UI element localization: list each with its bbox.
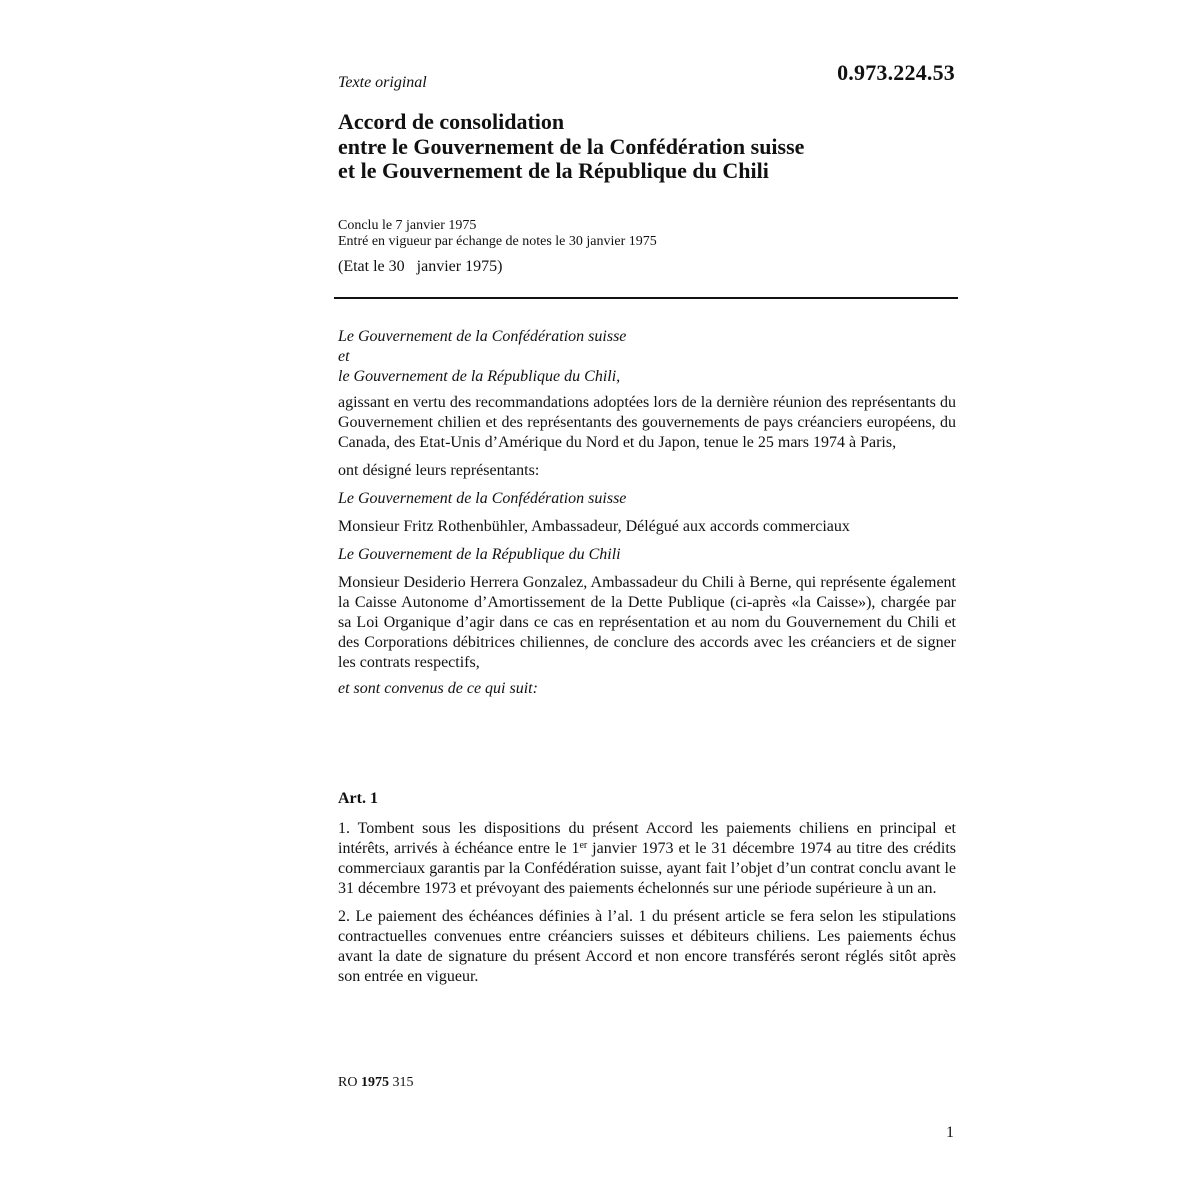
representative-2: Monsieur Desiderio Herrera Gonzalez, Ambassadeur du Chili à Berne, qui représente également la Caisse Autonome d’Amortissement de la Dette Publique (ci-après «la Caisse»), chargée par sa Loi Organique d’agir dans ce cas en représentation et au nom du Gouvernement du Chili et des Corporations débitrices chiliennes, de conclure des accords avec les créanciers et de signer les contrats respectifs, xyxy=(338,574,956,671)
page-number: 1 xyxy=(946,1124,954,1141)
document-meta xyxy=(338,218,956,250)
ro-page: 315 xyxy=(388,1075,414,1090)
preamble-party-1: Le Gouvernement de la Confédération suisse xyxy=(338,328,627,345)
document-title xyxy=(338,110,956,184)
ro-year: 1975 xyxy=(360,1075,389,1090)
article-1-title: Art. 1 xyxy=(338,790,378,807)
concluded-date: Conclu le 7 janvier 1975 xyxy=(338,218,477,233)
ordinal-superscript: er xyxy=(579,840,588,851)
official-compilation-reference xyxy=(338,1075,956,1091)
header-divider xyxy=(334,297,958,299)
preamble-conjunction: et xyxy=(338,348,350,365)
title-line-1: Accord de consolidation xyxy=(338,109,565,134)
original-text-label: Texte original xyxy=(338,74,427,91)
article-1-paragraph-2: 2. Le paiement des échéances définies à l’al. 1 du présent article se fera selon les stipulations contractuelles convenues entre créanciers suisses et débiteurs chiliens. Les paiements échus avant la date de signature du présent Accord et non encore transférés seront réglés sitôt après son entrée en vigueur. xyxy=(338,908,956,985)
article-1-paragraph-1-end: janvier 1973 et le 31 décembre 1974 au titre des crédits commerciaux garantis par la Confédération suisse, ayant fait l’objet d’un contrat conclu avant le 31 décembre 1973 et prévoyant des paiements échelonnés sur une période supérieure à un an. xyxy=(338,840,957,897)
article-1-paragraph-1-start: 1. Tombent sous les dispositions du présent Accord les paiements chiliens en principal et intérêts, arrivés à échéance entre le 1 xyxy=(338,820,956,857)
preamble-designated: ont désigné leurs représentants: xyxy=(338,462,540,479)
preamble-agreed: et sont convenus de ce qui suit: xyxy=(338,680,538,697)
title-line-2: entre le Gouvernement de la Confédération suisse xyxy=(338,133,805,159)
representative-1-heading: Le Gouvernement de la Confédération suisse xyxy=(338,490,627,507)
representative-2-heading: Le Gouvernement de la République du Chili xyxy=(338,546,621,563)
preamble-recital: agissant en vertu des recommandations adoptées lors de la dernière réunion des représentants du Gouvernement chilien et des représentants des gouvernements de pays créanciers européens, du Canada, des Etat-Unis d’Amérique du Nord et du Japon, tenue le 25 mars 1974 à Paris, xyxy=(338,394,956,451)
state-date: (Etat le 30 janvier 1975) xyxy=(338,258,503,275)
title-line-3: et le Gouvernement de la République du Chili xyxy=(338,158,769,183)
article-1-body xyxy=(338,819,956,987)
ro-prefix: RO xyxy=(338,1075,361,1090)
article-1-paragraph-1 xyxy=(338,819,956,899)
representative-1: Monsieur Fritz Rothenbühler, Ambassadeur, Délégué aux accords commerciaux xyxy=(338,518,850,535)
preamble-party-2: le Gouvernement de la République du Chili, xyxy=(338,368,621,385)
sr-number: 0.973.224.53 xyxy=(837,60,955,85)
entry-into-force: Entré en vigueur par échange de notes le 30 janvier 1975 xyxy=(338,234,657,249)
preamble xyxy=(338,327,956,699)
